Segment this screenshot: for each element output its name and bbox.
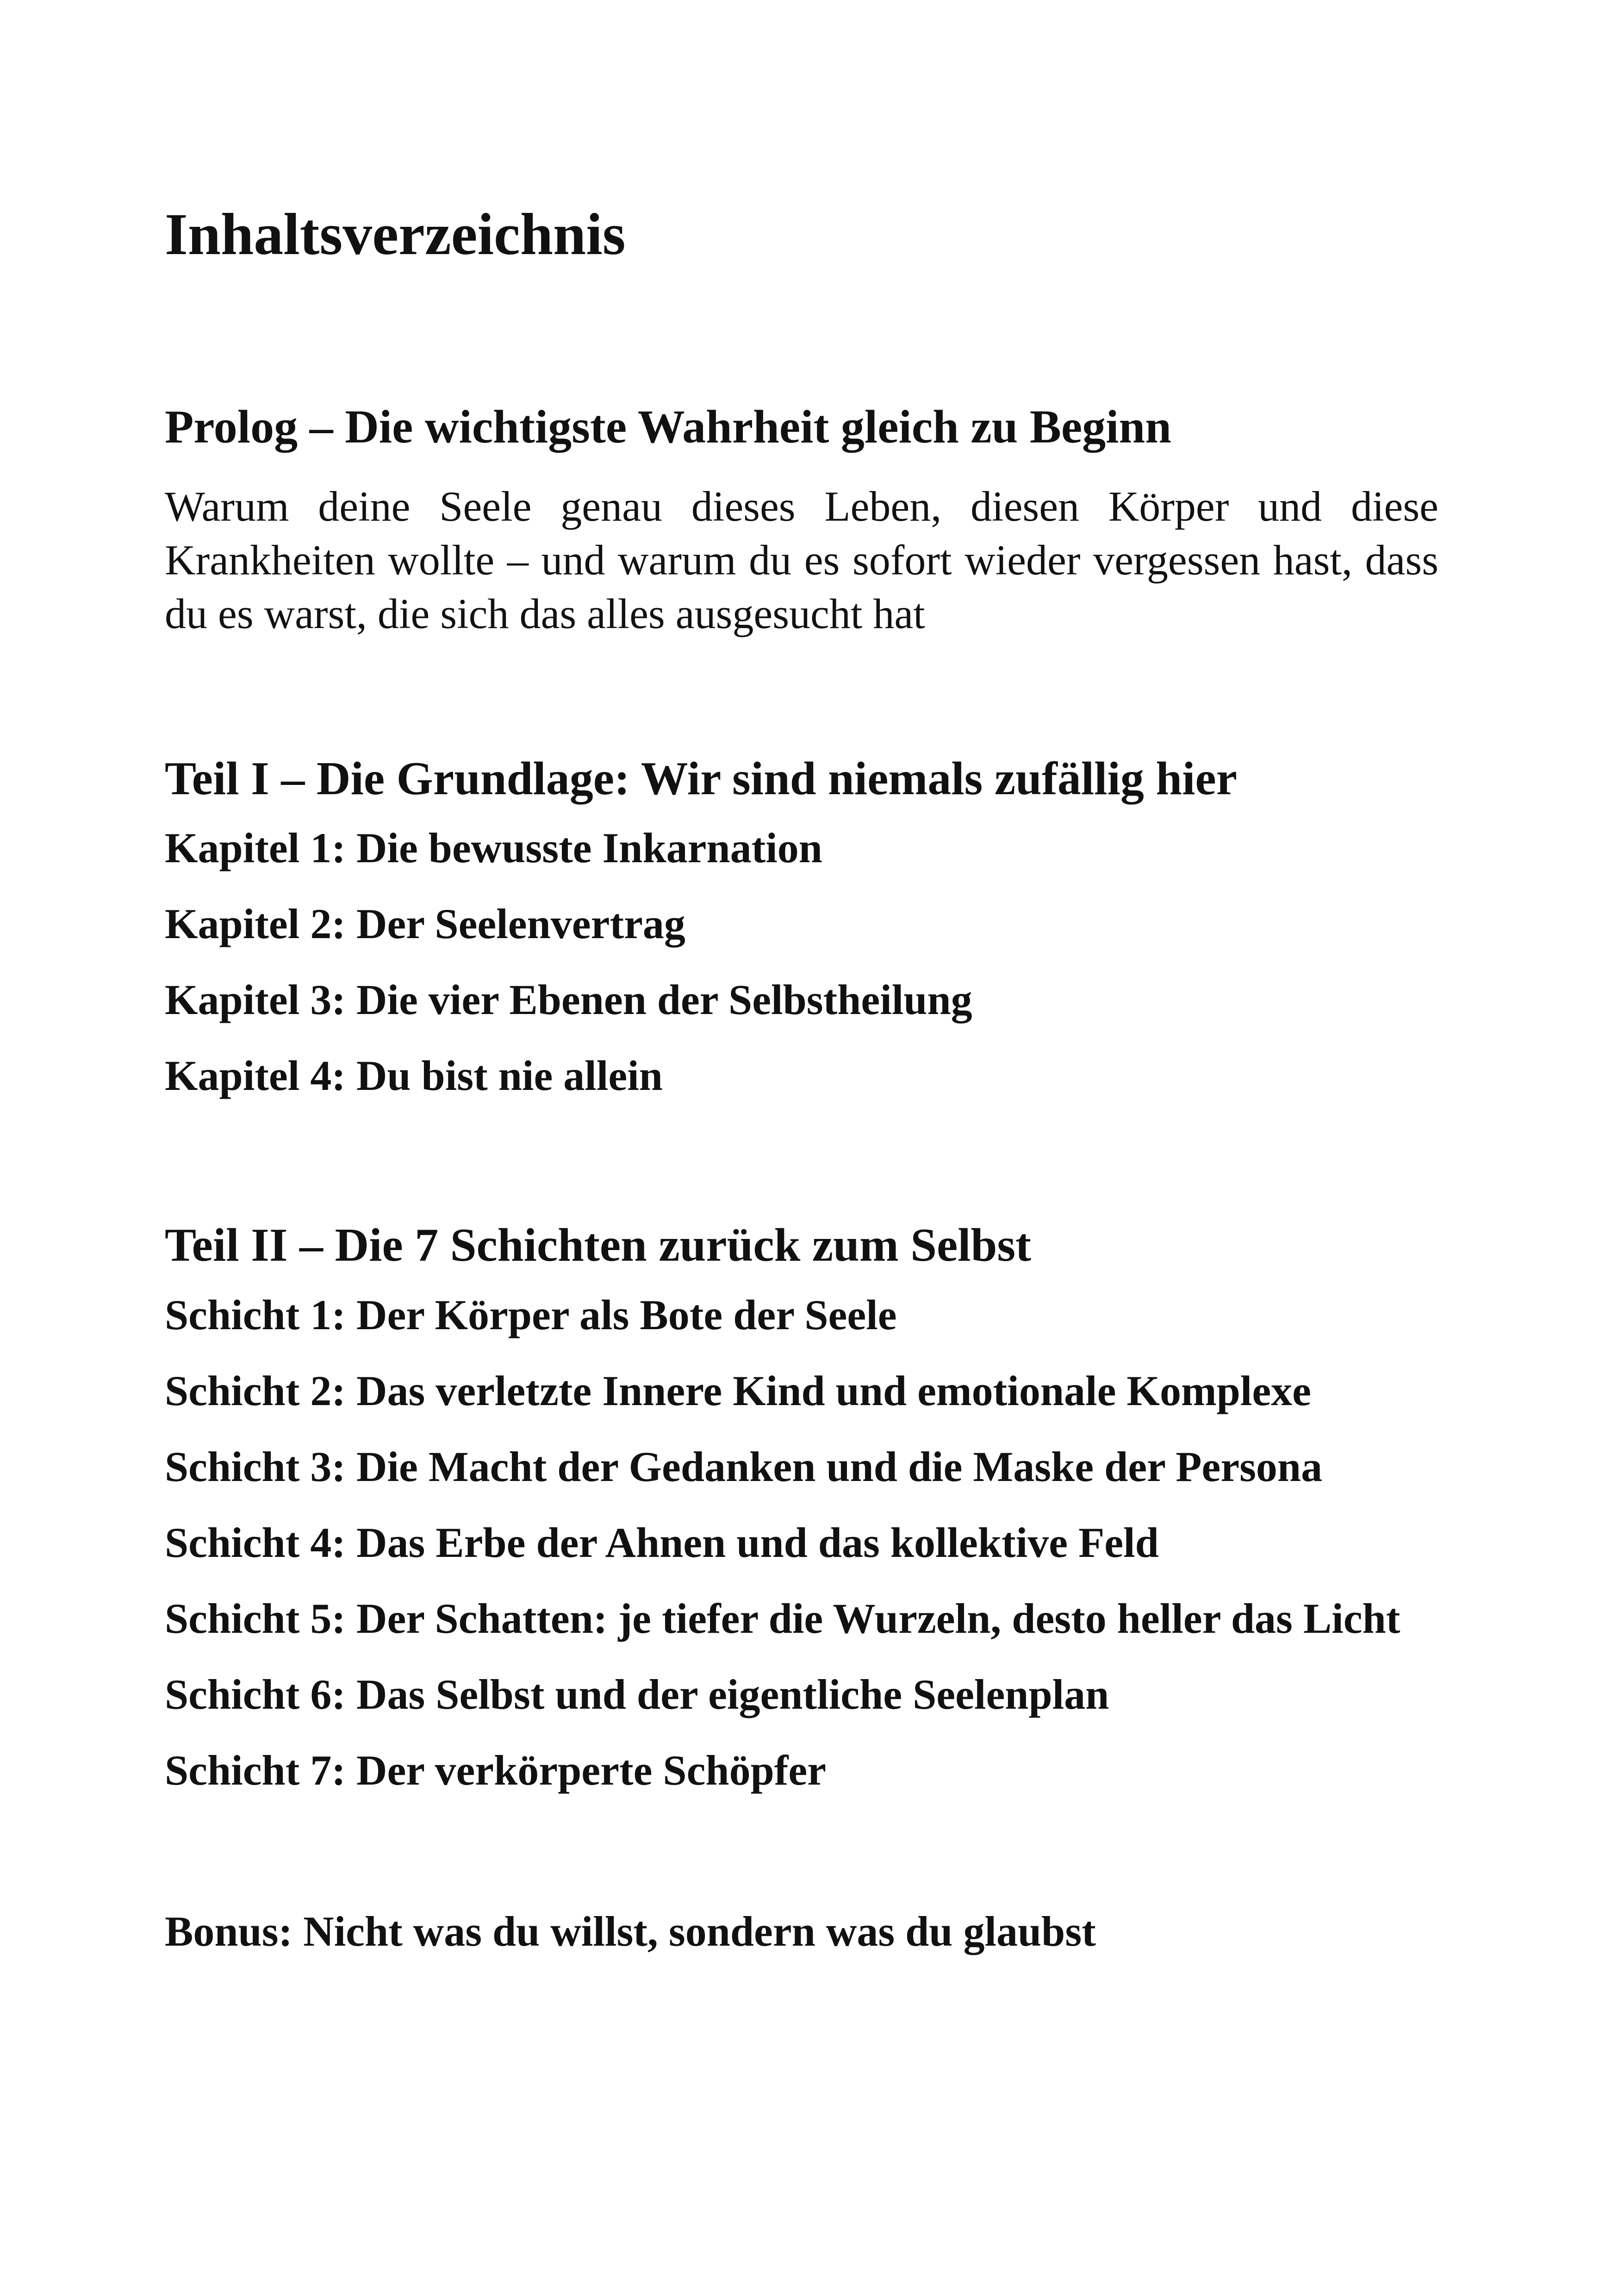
teil2-section bbox=[165, 1217, 1438, 1797]
teil1-heading: Teil I – Die Grundlage: Wir sind niemals zufällig hier bbox=[165, 752, 1237, 805]
layer-entry: Schicht 1: Der Körper als Bote der Seele bbox=[165, 1291, 897, 1338]
chapter-entry: Kapitel 3: Die vier Ebenen der Selbstheilung bbox=[165, 976, 972, 1024]
teil2-heading: Teil II – Die 7 Schichten zurück zum Selbst bbox=[165, 1219, 1032, 1272]
layer-entry: Schicht 5: Der Schatten: je tiefer die Wurzeln, desto heller das Licht bbox=[165, 1594, 1400, 1642]
layer-entry: Schicht 7: Der verkörperte Schöpfer bbox=[165, 1746, 827, 1794]
teil1-section bbox=[165, 751, 1438, 1102]
chapter-entry: Kapitel 2: Der Seelenvertrag bbox=[165, 900, 685, 948]
chapter-entry: Kapitel 4: Du bist nie allein bbox=[165, 1052, 663, 1100]
prolog-heading: Prolog – Die wichtigste Wahrheit gleich zu Beginn bbox=[165, 400, 1171, 453]
table-of-contents bbox=[165, 199, 1438, 1958]
layer-entry: Schicht 4: Das Erbe der Ahnen und das kollektive Feld bbox=[165, 1518, 1159, 1566]
chapter-entry: Kapitel 1: Die bewusste Inkarnation bbox=[165, 824, 822, 872]
page-title: Inhaltsverzeichnis bbox=[165, 201, 626, 267]
layer-entry: Schicht 2: Das verletzte Innere Kind und emotionale Komplexe bbox=[165, 1367, 1311, 1414]
prolog-section bbox=[165, 399, 1438, 641]
teil2-layer-list bbox=[165, 1288, 1438, 1797]
bonus-entry: Bonus: Nicht was du willst, sondern was du glaubst bbox=[165, 1907, 1096, 1955]
layer-entry: Schicht 6: Das Selbst und der eigentliche Seelenplan bbox=[165, 1670, 1109, 1718]
teil1-chapter-list bbox=[165, 821, 1438, 1102]
prolog-description: Warum deine Seele genau dieses Leben, diesen Körper und diese Krankheiten wollte – und warum du es sofort wieder vergessen hast, dass du es warst, die sich das alles ausgesucht hat bbox=[165, 482, 1438, 637]
layer-entry: Schicht 3: Die Macht der Gedanken und die Maske der Persona bbox=[165, 1443, 1323, 1490]
